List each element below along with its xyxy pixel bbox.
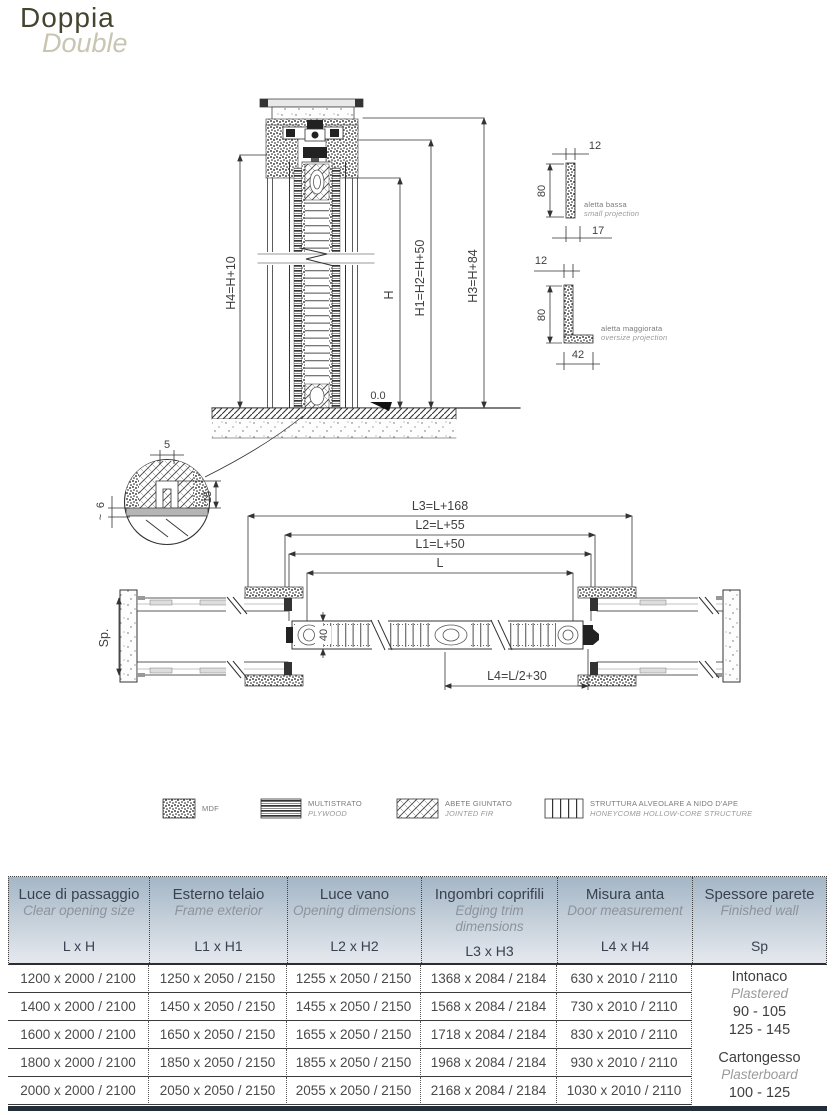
dim-h: H: [382, 290, 396, 300]
fir-swatch-icon: [397, 799, 438, 818]
profile-detail-large: [534, 255, 667, 370]
legend-fir-it: ABETE GIUNTATO: [445, 799, 512, 808]
small-width: 12: [588, 140, 602, 152]
dim-h3: H3=H+84: [466, 249, 480, 303]
plaster-en: Plastered: [730, 985, 789, 1001]
col-header-door-measurement: [557, 877, 692, 963]
dimensions-table: [8, 876, 827, 1111]
legend-item-mdf: [163, 799, 219, 818]
col3-en: Edging trim dimensions: [455, 903, 524, 934]
table-body: [8, 965, 827, 1105]
col-header-clear-opening: [9, 877, 149, 963]
table-cell: 1200 x 2000 / 2100: [8, 965, 148, 993]
dim-l3: L3=L+168: [411, 499, 469, 513]
col-header-frame-exterior: [149, 877, 287, 963]
dim-h4: H4=H+10: [224, 256, 238, 310]
dim-sp: Sp.: [97, 628, 111, 648]
col3-code: L3 x H3: [465, 943, 514, 959]
groove-depth: 15: [202, 490, 214, 504]
table-cell: 2050 x 2050 / 2150: [148, 1077, 286, 1105]
dim-h1: H1=H2=H+50: [413, 239, 427, 317]
table-header: [8, 876, 827, 965]
right-pocket: [578, 587, 740, 686]
legend-fir-en: JOINTED FIR: [445, 809, 494, 818]
table-cell: 630 x 2010 / 2110: [556, 965, 691, 993]
legend-mdf-label: MDF: [202, 804, 219, 813]
table-cell: 930 x 2010 / 2110: [556, 1049, 691, 1077]
break-mark: [698, 596, 719, 678]
table-cell: 1600 x 2000 / 2100: [8, 1021, 148, 1049]
legend-item-honeycomb: [545, 799, 753, 818]
col1-code: L1 x H1: [194, 938, 243, 954]
col5-it: Spessore parete: [704, 886, 815, 903]
break-mark: [226, 596, 247, 678]
table-cell: 2168 x 2084 / 2184: [420, 1077, 556, 1105]
groove-width: 5: [163, 439, 171, 451]
small-label-it: aletta bassa: [584, 200, 627, 209]
table-bottom-bar: [8, 1106, 827, 1111]
table-cell: 730 x 2010 / 2110: [556, 993, 691, 1021]
legend-plywood-it: MULTISTRATO: [308, 799, 362, 808]
col4-en: Door measurement: [567, 903, 683, 918]
table-cell: 1718 x 2084 / 2184: [420, 1021, 556, 1049]
door-leaf-section: [294, 162, 340, 408]
plaster-v1: 90 - 105: [732, 1003, 787, 1020]
table-cell: 1968 x 2084 / 2184: [420, 1049, 556, 1077]
dim-door-thickness: 40: [318, 628, 330, 642]
approx-sign: ~: [95, 513, 107, 521]
table-cell: 830 x 2010 / 2110: [556, 1021, 691, 1049]
table-cell: 1400 x 2000 / 2100: [8, 993, 148, 1021]
col2-it: Luce vano: [319, 886, 390, 903]
table-cell: 1368 x 2084 / 2184: [420, 965, 556, 993]
table-cell: 1250 x 2050 / 2150: [148, 965, 286, 993]
door-edge-right: [583, 625, 599, 645]
dim-l2: L2=L+55: [415, 518, 465, 532]
vertical-section: [212, 99, 520, 438]
legend-item-plywood: [261, 799, 362, 818]
col5-code: Sp: [750, 938, 769, 954]
table-cell: 1800 x 2000 / 2100: [8, 1049, 148, 1077]
mdf-swatch-icon: [163, 799, 195, 818]
table-cell: 1850 x 2050 / 2150: [148, 1049, 286, 1077]
table-cell: 2055 x 2050 / 2150: [286, 1077, 420, 1105]
plasterboard-v1: 100 - 125: [728, 1085, 791, 1102]
dim-l: L: [436, 556, 444, 570]
large-label-en: oversize projection: [601, 333, 668, 342]
table-cell: 1568 x 2084 / 2184: [420, 993, 556, 1021]
dim-l4: L4=L/2+30: [487, 669, 547, 683]
table-cell: 2000 x 2000 / 2100: [8, 1077, 148, 1105]
large-projection: 42: [571, 349, 585, 361]
title-english: Double: [42, 28, 128, 58]
honeycomb-swatch-icon: [545, 799, 583, 818]
col1-it: Esterno telaio: [172, 886, 265, 903]
col5-en: Finished wall: [720, 903, 799, 918]
col-header-wall-thickness: [692, 877, 826, 963]
plaster-v2: 125 - 145: [728, 1021, 791, 1038]
small-label-en: small projection: [584, 209, 640, 218]
table-cell: 1650 x 2050 / 2150: [148, 1021, 286, 1049]
small-projection: 17: [592, 225, 605, 237]
col0-en: Clear opening size: [23, 903, 135, 918]
col0-code: L x H: [62, 938, 96, 954]
left-pocket: [120, 587, 303, 686]
dim-l1: L1=L+50: [415, 537, 465, 551]
legend-plywood-en: PLYWOOD: [308, 809, 348, 818]
small-height: 80: [536, 184, 548, 198]
table-cell: 1030 x 2010 / 2110: [556, 1077, 691, 1105]
title-italian: Doppia: [20, 2, 115, 33]
legend-item-fir: [397, 799, 512, 818]
legend-honeycomb-en: HONEYCOMB HOLLOW-CORE STRUCTURE: [590, 809, 753, 818]
table-cell: 1450 x 2050 / 2150: [148, 993, 286, 1021]
plasterboard-en: Plasterboard: [721, 1067, 798, 1083]
door-edge-left: [286, 627, 293, 643]
col2-code: L2 x H2: [330, 938, 379, 954]
wall-thickness-cell: [691, 965, 827, 1105]
plasterboard-it: Cartongesso: [718, 1050, 801, 1067]
materials-legend: [163, 799, 753, 818]
col0-it: Luce di passaggio: [18, 886, 140, 903]
honeycomb-core: [305, 202, 329, 382]
col3-it: Ingombri coprifili: [434, 886, 545, 903]
level-zero-label: 0.0: [370, 390, 386, 402]
table-cell: 1855 x 2050 / 2150: [286, 1049, 420, 1077]
plaster-it: Intonaco: [731, 968, 788, 985]
large-width: 12: [534, 255, 548, 267]
large-height: 80: [536, 308, 548, 322]
profile-detail-small: [536, 140, 639, 242]
table-cell: 1455 x 2050 / 2150: [286, 993, 420, 1021]
table-cell: 1655 x 2050 / 2150: [286, 1021, 420, 1049]
table-cell: 1255 x 2050 / 2150: [286, 965, 420, 993]
col-header-opening: [287, 877, 421, 963]
plywood-swatch-icon: [261, 799, 301, 818]
door-leaf-plan: [286, 612, 599, 658]
large-label-it: aletta maggiorata: [601, 324, 663, 333]
legend-honeycomb-it: STRUTTURA ALVEOLARE A NIDO D'APE: [590, 799, 739, 808]
col4-it: Misura anta: [585, 886, 665, 903]
bottom-gap: 6: [95, 501, 107, 509]
col2-en: Opening dimensions: [292, 903, 417, 918]
floor: [212, 408, 520, 438]
col1-en: Frame exterior: [174, 903, 263, 918]
col-header-edging-trim: [421, 877, 557, 963]
col4-code: L4 x H4: [600, 938, 650, 954]
